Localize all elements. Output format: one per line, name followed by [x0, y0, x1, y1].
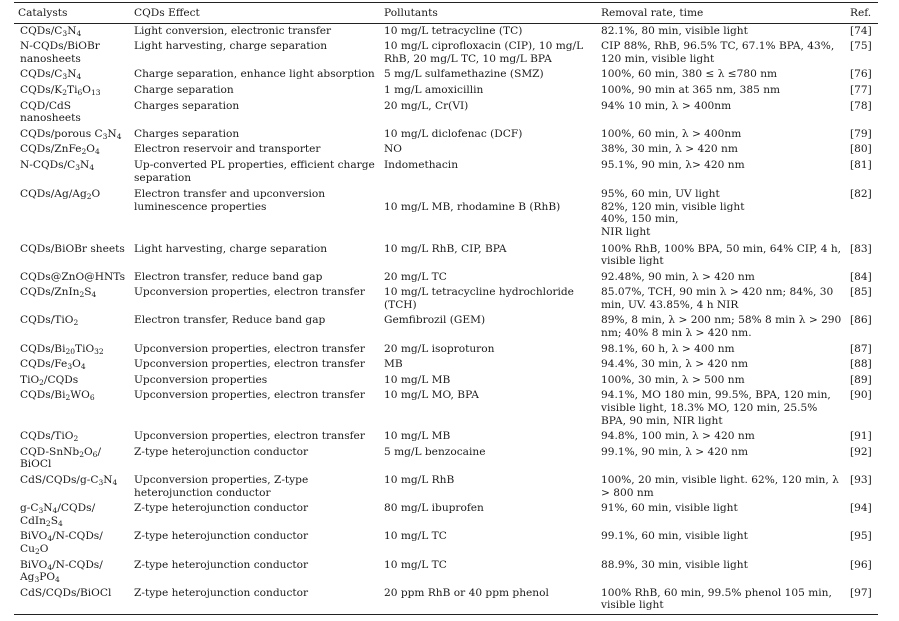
- table-row: [14, 445, 878, 473]
- cell-removal-rate: 99.1%, 60 min, visible light: [601, 530, 748, 543]
- cell-removal-rate: 100%, 60 min, 380 ≤ λ ≤780 nm: [601, 68, 778, 81]
- table-row: [14, 357, 878, 373]
- cell-ref: [84]: [850, 270, 872, 283]
- cell-catalyst: CdS/$CQDs/g-C_3N_4$: [20, 474, 118, 487]
- cell-catalyst: TiO$_2$/CQDs: [20, 373, 79, 387]
- cell-ref: [77]: [850, 83, 872, 96]
- cell-cqds-effect: Charges separation: [134, 127, 240, 140]
- cell-pollutant: 10 mg/L RhB, CIP, BPA: [384, 242, 507, 255]
- cell-catalyst: CQDs/TiO$_2$: [20, 430, 79, 444]
- cell-pollutant: 20 mg/L isoproturon: [384, 342, 495, 355]
- table-body: [14, 23, 878, 614]
- cell-removal-rate: 100%, 20 min, visible light. 62%, 120 min, λ > 800 nm: [601, 474, 839, 499]
- cell-catalyst: $N-CQDs/C_3N_4$: [20, 158, 95, 172]
- cell-removal-rate: 100% RhB, 60 min, 99.5% phenol 105 min, visible light: [597, 586, 846, 615]
- cell-ref: [81]: [850, 158, 872, 171]
- table-row: [14, 241, 878, 270]
- cell-cqds-effect: Light harvesting, charge separation: [134, 40, 328, 53]
- cell-catalyst: CQD-$SnNb_2O_6/$ BiOCl: [20, 445, 102, 471]
- cell-pollutant: 5 mg/L sulfamethazine (SMZ): [384, 68, 544, 81]
- cell-removal-rate: 94.4%, 30 min, λ > 420 nm: [601, 358, 749, 371]
- cell-pollutant: 10 mg/L diclofenac (DCF): [384, 127, 523, 140]
- cell-cqds-effect: Up-converted PL properties, efficient charge separation: [134, 158, 375, 184]
- cell-ref: [85]: [850, 286, 872, 299]
- cell-removal-rate: 100%, 60 min, λ > 400nm: [601, 127, 742, 140]
- table-row: [14, 158, 878, 186]
- table-row: [14, 127, 878, 143]
- cell-cqds-effect: Light harvesting, charge separation: [134, 242, 328, 255]
- cell-ref: [91]: [850, 430, 872, 443]
- cell-catalyst: CQDs/BiOBr sheets: [20, 242, 125, 255]
- cell-catalyst: CQDs/TiO$_2$: [20, 314, 79, 328]
- cell-removal-rate: 94% 10 min, λ > 400nm: [601, 99, 732, 112]
- cell-catalyst: CQDs@ZnO@HNTs: [20, 270, 126, 283]
- cell-ref: [95]: [850, 530, 872, 543]
- cell-pollutant: 10 mg/L ciprofloxacin (CIP), 10 mg/L RhB, 20 mg/L TC, 10 mg/L BPA: [384, 40, 584, 65]
- cell-catalyst: BiVO$_4$/N-CQDs/ $Cu_2O$: [20, 530, 103, 556]
- cell-pollutant: 10 mg/L tetracycline (TC): [384, 24, 523, 37]
- cell-ref: [90]: [850, 389, 872, 402]
- cell-pollutant: 10 mg/L TC: [384, 558, 447, 571]
- cell-ref: [94]: [850, 502, 872, 515]
- cell-removal-rate: 98.1%, 60 h, λ > 400 nm: [601, 342, 735, 355]
- cell-catalyst: CQDs/$Bi_2WO_6$: [20, 389, 95, 403]
- cell-cqds-effect: Charges separation: [134, 99, 240, 112]
- cell-cqds-effect: Upconversion properties, electron transfer: [134, 358, 365, 371]
- cell-removal-rate: 85.07%, TCH, 90 min λ > 420 nm; 84%, 30 min, UV. 43.85%, 4 h NIR: [601, 286, 834, 311]
- table-row: [14, 23, 878, 39]
- cell-cqds-effect: Charge separation, enhance light absorption: [134, 68, 375, 81]
- header-catalysts: Catalysts: [14, 3, 130, 24]
- cell-removal-rate: 94.8%, 100 min, λ > 420 nm: [601, 430, 755, 443]
- cell-pollutant: 10 mg/L MB: [384, 430, 451, 443]
- cell-cqds-effect: Upconversion properties, electron transfer: [134, 389, 365, 402]
- cell-pollutant: 5 mg/L benzocaine: [384, 445, 486, 458]
- cell-ref: [78]: [850, 99, 872, 112]
- cell-catalyst: CQDs/$Ag/Ag_2O$: [20, 188, 101, 202]
- cell-ref: [87]: [850, 342, 872, 355]
- cell-ref: [93]: [850, 474, 872, 486]
- cell-cqds-effect: Light conversion, electronic transfer: [134, 24, 332, 37]
- cell-pollutant: 20 mg/L, Cr(VI): [384, 99, 469, 112]
- cell-pollutant: 1 mg/L amoxicillin: [384, 83, 484, 96]
- cell-removal-rate: 100%, 30 min, λ > 500 nm: [601, 373, 745, 386]
- cell-cqds-effect: Z-type heterojunction conductor: [134, 558, 309, 571]
- cell-catalyst: CQD/CdS nanosheets: [20, 99, 81, 125]
- cell-cqds-effect: Electron transfer and upconversion luminescence properties: [134, 188, 326, 213]
- cell-removal-rate: 95.1%, 90 min, λ> 420 nm: [601, 158, 745, 171]
- cell-pollutant: 10 mg/L MO, BPA: [384, 389, 479, 402]
- cell-catalyst: CQDs/$K_2Ti_6O_{13}$: [20, 83, 101, 97]
- cell-pollutant: 10 mg/L RhB: [384, 474, 455, 486]
- cell-pollutant: 10 mg/L tetracycline hydrochloride (TCH): [384, 286, 574, 311]
- table-header: [14, 3, 878, 24]
- cell-catalyst: CQDs/porous $C_3N_4$: [20, 127, 122, 141]
- cell-removal-rate: CIP 88%, RhB, 96.5% TC, 67.1% BPA, 43%, 120 min, visible light: [601, 40, 835, 65]
- cell-catalyst: N-CQDs/BiOBr nanosheets: [20, 40, 100, 65]
- cell-removal-rate: 89%, 8 min, λ > 200 nm; 58% 8 min λ > 290 nm; 40% 8 min λ > 420 nm.: [601, 314, 842, 340]
- cell-removal-rate: 99.1%, 90 min, λ > 420 nm: [601, 445, 749, 458]
- cell-catalyst: $g-C_3N_4/CQDs/$ $CdIn_2S_4$: [20, 502, 96, 528]
- cell-pollutant: NO: [384, 143, 402, 156]
- cell-ref: [97]: [846, 586, 878, 615]
- cell-pollutant: Gemfibrozil (GEM): [384, 314, 486, 327]
- cell-catalyst: CQDs/$Bi_{20}TiO_{32}$: [20, 342, 104, 356]
- table-row: [14, 429, 878, 445]
- cell-pollutant: MB: [384, 358, 403, 371]
- table-row: [14, 313, 878, 341]
- cell-cqds-effect: Upconversion properties, electron transfer: [134, 286, 365, 299]
- cell-pollutant: Indomethacin: [384, 158, 459, 171]
- table-row: [14, 529, 878, 557]
- cell-ref: [88]: [850, 358, 872, 371]
- cell-pollutant: 20 mg/L TC: [384, 270, 447, 283]
- cell-removal-rate: 100%, 90 min at 365 nm, 385 nm: [601, 83, 781, 96]
- header-removal-rate: Removal rate, time: [597, 3, 846, 24]
- cell-catalyst: CQDs/$ZnIn_2S_4$: [20, 286, 97, 300]
- table-row: [14, 373, 878, 389]
- cell-cqds-effect: Charge separation: [134, 83, 234, 96]
- cell-pollutant: 10 mg/L MB: [384, 373, 451, 386]
- cell-removal-rate: 95%, 60 min, UV light 82%, 120 min, visible light 40%, 150 min, NIR light: [601, 188, 745, 238]
- cell-catalyst: CQDs/$C_3N_4$: [20, 24, 82, 38]
- cell-removal-rate: 94.1%, MO 180 min, 99.5%, BPA, 120 min, visible light, 18.3% MO, 120 min, 25.5% BPA, 90 min, NIR light: [601, 389, 831, 427]
- cell-ref: [96]: [850, 558, 872, 571]
- cell-pollutant: 80 mg/L ibuprofen: [384, 502, 484, 515]
- cell-removal-rate: 82.1%, 80 min, visible light: [601, 24, 748, 37]
- table-row: [14, 39, 878, 67]
- table-row: [14, 83, 878, 99]
- cell-pollutant: 20 ppm RhB or 40 ppm phenol: [380, 586, 597, 615]
- cell-cqds-effect: Z-type heterojunction conductor: [130, 586, 380, 615]
- cell-ref: [89]: [850, 373, 872, 386]
- table-row: [14, 99, 878, 127]
- cell-catalyst: CQDs/$Fe_3O_4$: [20, 358, 86, 372]
- cell-ref: [92]: [850, 445, 872, 458]
- header-pollutants: Pollutants: [380, 3, 597, 24]
- cell-removal-rate: 100% RhB, 100% BPA, 50 min, 64% CIP, 4 h, visible light: [601, 242, 842, 268]
- table-row: [14, 270, 878, 286]
- cell-removal-rate: 38%, 30 min, λ > 420 nm: [601, 143, 738, 156]
- cell-cqds-effect: Electron reservoir and transporter: [134, 143, 321, 156]
- cell-cqds-effect: Electron transfer, reduce band gap: [134, 270, 323, 283]
- cell-catalyst: CQDs/$C_3N_4$: [20, 68, 82, 82]
- cell-ref: [80]: [850, 143, 872, 156]
- cell-catalyst: CdS/CQDs/BiOCl: [14, 586, 130, 615]
- table-row: [14, 285, 878, 313]
- cell-ref: [76]: [850, 68, 872, 81]
- cell-pollutant: 10 mg/L MB, rhodamine B (RhB): [384, 200, 561, 213]
- cell-removal-rate: 92.48%, 90 min, λ > 420 nm: [601, 270, 755, 283]
- table-row: [14, 501, 878, 529]
- cell-cqds-effect: Z-type heterojunction conductor: [134, 445, 309, 458]
- cell-cqds-effect: Z-type heterojunction conductor: [134, 502, 309, 515]
- table-row: [14, 342, 878, 358]
- header-ref: Ref.: [846, 3, 878, 24]
- cqd-catalysts-table: [14, 2, 878, 615]
- cell-ref: [75]: [850, 40, 872, 53]
- cell-pollutant: 10 mg/L TC: [384, 530, 447, 543]
- cell-cqds-effect: Upconversion properties, Z-type heterojunction conductor: [134, 474, 309, 499]
- cell-catalyst: CQDs/$ZnFe_2O_4$: [20, 143, 100, 157]
- table-row: [14, 586, 878, 615]
- cell-ref: [79]: [850, 127, 872, 140]
- cell-ref: [86]: [850, 314, 872, 327]
- cell-cqds-effect: Upconversion properties: [134, 373, 268, 386]
- cell-ref: [82]: [850, 188, 872, 201]
- cell-ref: [83]: [850, 242, 872, 255]
- table-row: [14, 388, 878, 429]
- header-cqds-effect: CQDs Effect: [130, 3, 380, 24]
- table-row: [14, 142, 878, 158]
- cell-cqds-effect: Upconversion properties, electron transfer: [134, 430, 365, 443]
- cell-catalyst: BiVO$_4$/N-CQDs/ $Ag_3PO_4$: [20, 558, 103, 585]
- table-row: [14, 67, 878, 83]
- table-row: [14, 558, 878, 586]
- cell-cqds-effect: Z-type heterojunction conductor: [134, 530, 309, 543]
- table-row: [14, 473, 878, 501]
- cell-cqds-effect: Upconversion properties, electron transfer: [134, 342, 365, 355]
- cell-cqds-effect: Electron transfer, Reduce band gap: [134, 314, 326, 327]
- table-row: [14, 186, 878, 240]
- cell-removal-rate: 91%, 60 min, visible light: [601, 502, 738, 515]
- cell-removal-rate: 88.9%, 30 min, visible light: [601, 558, 748, 571]
- cell-ref: [74]: [850, 24, 872, 37]
